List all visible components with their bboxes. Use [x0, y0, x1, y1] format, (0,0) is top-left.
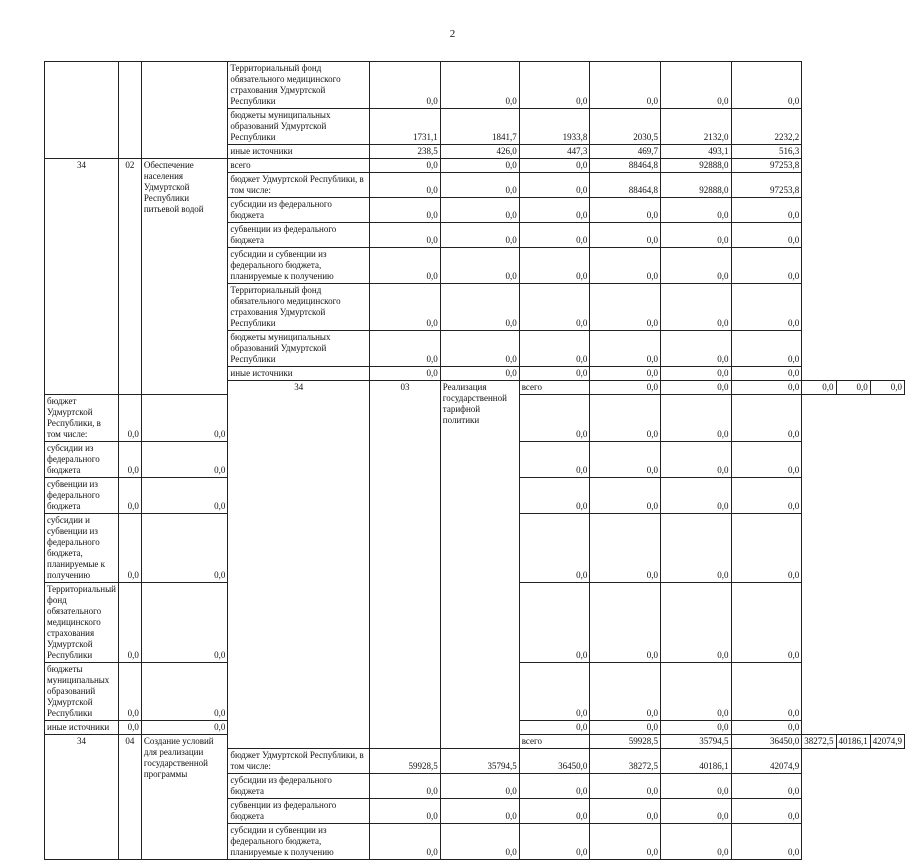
value-cell: 426,0	[440, 145, 519, 159]
value-cell: 0,0	[519, 824, 590, 860]
value-cell: 0,0	[519, 478, 590, 514]
value-cell: 0,0	[118, 442, 141, 478]
value-cell: 97253,8	[731, 173, 802, 198]
funding-source-cell: Территориальный фонд обязательного медицинского страхования Удмуртской Республики	[228, 62, 370, 109]
budget-table-wrapper	[44, 61, 905, 860]
table-row	[45, 62, 905, 109]
col-name-cell	[141, 62, 228, 159]
value-cell: 0,0	[802, 381, 836, 395]
value-cell: 0,0	[440, 248, 519, 284]
value-cell: 0,0	[731, 478, 802, 514]
subprogram-name-cell: Реализация государственной тарифной политики	[440, 381, 519, 749]
value-cell: 0,0	[731, 824, 802, 860]
value-cell: 0,0	[660, 442, 731, 478]
value-cell: 0,0	[660, 478, 731, 514]
value-cell: 0,0	[590, 583, 661, 663]
value-cell: 0,0	[660, 799, 731, 824]
col-b-cell	[118, 62, 141, 159]
value-cell: 0,0	[660, 367, 731, 381]
value-cell: 0,0	[731, 381, 802, 395]
value-cell: 447,3	[519, 145, 590, 159]
value-cell: 0,0	[660, 331, 731, 367]
funding-source-cell: иные источники	[228, 145, 370, 159]
value-cell: 0,0	[519, 331, 590, 367]
value-cell: 36450,0	[731, 735, 802, 749]
value-cell: 0,0	[519, 774, 590, 799]
value-cell: 92888,0	[660, 159, 731, 173]
funding-source-cell: бюджеты муниципальных образований Удмуртской Республики	[228, 331, 370, 367]
value-cell: 36450,0	[519, 749, 590, 774]
value-cell: 59928,5	[590, 735, 661, 749]
value-cell: 0,0	[870, 381, 904, 395]
value-cell: 0,0	[660, 774, 731, 799]
value-cell: 0,0	[660, 381, 731, 395]
value-cell: 0,0	[519, 284, 590, 331]
funding-source-cell: субвенции из федерального бюджета	[45, 478, 119, 514]
value-cell: 0,0	[440, 173, 519, 198]
table-row	[45, 159, 905, 173]
funding-source-cell: субсидии из федерального бюджета	[228, 774, 370, 799]
value-cell: 0,0	[118, 395, 141, 442]
value-cell: 1841,7	[440, 109, 519, 145]
value-cell: 0,0	[118, 478, 141, 514]
value-cell: 0,0	[731, 223, 802, 248]
value-cell: 0,0	[440, 223, 519, 248]
value-cell: 0,0	[519, 663, 590, 721]
funding-source-cell: всего	[519, 735, 590, 749]
value-cell: 0,0	[660, 824, 731, 860]
value-cell: 0,0	[370, 367, 441, 381]
value-cell: 0,0	[370, 159, 441, 173]
funding-source-cell: субвенции из федерального бюджета	[228, 799, 370, 824]
value-cell: 0,0	[590, 248, 661, 284]
value-cell: 2132,0	[660, 109, 731, 145]
funding-source-cell: всего	[228, 159, 370, 173]
program-code-cell: 34	[228, 381, 370, 749]
value-cell: 0,0	[440, 284, 519, 331]
value-cell: 0,0	[731, 395, 802, 442]
value-cell: 0,0	[440, 774, 519, 799]
value-cell: 97253,8	[731, 159, 802, 173]
value-cell: 0,0	[660, 284, 731, 331]
value-cell: 0,0	[731, 331, 802, 367]
funding-source-cell: иные источники	[45, 721, 119, 735]
value-cell: 0,0	[660, 248, 731, 284]
value-cell: 0,0	[731, 442, 802, 478]
value-cell: 0,0	[519, 62, 590, 109]
value-cell: 40186,1	[836, 735, 870, 749]
value-cell: 0,0	[590, 721, 661, 735]
funding-source-cell: субсидии из федерального бюджета	[45, 442, 119, 478]
funding-source-cell: бюджеты муниципальных образований Удмуртской Республики	[228, 109, 370, 145]
subprogram-code-cell: 02	[118, 159, 141, 395]
value-cell: 0,0	[519, 367, 590, 381]
value-cell: 0,0	[519, 248, 590, 284]
col-a-cell	[45, 62, 119, 159]
value-cell: 0,0	[519, 583, 590, 663]
funding-source-cell: иные источники	[228, 367, 370, 381]
value-cell: 92888,0	[660, 173, 731, 198]
value-cell: 2232,2	[731, 109, 802, 145]
value-cell: 0,0	[370, 198, 441, 223]
value-cell: 0,0	[590, 395, 661, 442]
value-cell: 0,0	[590, 514, 661, 583]
value-cell: 0,0	[660, 223, 731, 248]
value-cell: 0,0	[370, 799, 441, 824]
funding-source-cell: бюджеты муниципальных образований Удмуртской Республики	[45, 663, 119, 721]
value-cell: 0,0	[370, 62, 441, 109]
value-cell: 0,0	[370, 331, 441, 367]
value-cell: 35794,5	[660, 735, 731, 749]
value-cell: 59928,5	[370, 749, 441, 774]
value-cell: 0,0	[519, 799, 590, 824]
value-cell: 0,0	[660, 721, 731, 735]
value-cell: 0,0	[590, 284, 661, 331]
value-cell: 0,0	[118, 514, 141, 583]
value-cell: 0,0	[590, 331, 661, 367]
value-cell: 0,0	[141, 721, 228, 735]
value-cell: 0,0	[141, 395, 228, 442]
value-cell: 0,0	[590, 478, 661, 514]
value-cell: 88464,8	[590, 173, 661, 198]
value-cell: 0,0	[590, 774, 661, 799]
value-cell: 0,0	[440, 799, 519, 824]
value-cell: 0,0	[519, 223, 590, 248]
value-cell: 516,3	[731, 145, 802, 159]
value-cell: 0,0	[370, 284, 441, 331]
funding-source-cell: субсидии из федерального бюджета	[228, 198, 370, 223]
program-code-cell: 34	[45, 735, 119, 860]
funding-source-cell: субсидии и субвенции из федерального бюджета, планируемые к получению	[45, 514, 119, 583]
value-cell: 42074,9	[870, 735, 904, 749]
funding-source-cell: бюджет Удмуртской Республики, в том числе:	[228, 173, 370, 198]
value-cell: 0,0	[370, 223, 441, 248]
funding-source-cell: Территориальный фонд обязательного медицинского страхования Удмуртской Республики	[45, 583, 119, 663]
value-cell: 0,0	[590, 198, 661, 223]
value-cell: 0,0	[660, 62, 731, 109]
value-cell: 0,0	[590, 223, 661, 248]
value-cell: 0,0	[141, 514, 228, 583]
value-cell: 0,0	[660, 663, 731, 721]
value-cell: 0,0	[141, 583, 228, 663]
page-number: 2	[449, 28, 456, 40]
value-cell: 0,0	[836, 381, 870, 395]
value-cell: 0,0	[731, 583, 802, 663]
value-cell: 0,0	[118, 721, 141, 735]
value-cell: 0,0	[590, 62, 661, 109]
value-cell: 0,0	[440, 367, 519, 381]
value-cell: 0,0	[731, 663, 802, 721]
value-cell: 0,0	[660, 514, 731, 583]
value-cell: 0,0	[731, 774, 802, 799]
subprogram-name-cell: Обеспечение населения Удмуртской Республики питьевой водой	[141, 159, 228, 395]
value-cell: 0,0	[370, 774, 441, 799]
value-cell: 0,0	[440, 331, 519, 367]
value-cell: 0,0	[590, 663, 661, 721]
value-cell: 0,0	[590, 367, 661, 381]
value-cell: 42074,9	[731, 749, 802, 774]
value-cell: 0,0	[660, 583, 731, 663]
value-cell: 0,0	[519, 173, 590, 198]
value-cell: 2030,5	[590, 109, 661, 145]
value-cell: 238,5	[370, 145, 441, 159]
value-cell: 0,0	[519, 442, 590, 478]
value-cell: 0,0	[118, 663, 141, 721]
funding-source-cell: субсидии и субвенции из федерального бюджета, планируемые к получению	[228, 824, 370, 860]
value-cell: 0,0	[731, 284, 802, 331]
value-cell: 469,7	[590, 145, 661, 159]
value-cell: 0,0	[440, 159, 519, 173]
funding-source-cell: Территориальный фонд обязательного медицинского страхования Удмуртской Республики	[228, 284, 370, 331]
value-cell: 0,0	[440, 62, 519, 109]
value-cell: 1933,8	[519, 109, 590, 145]
value-cell: 0,0	[590, 824, 661, 860]
value-cell: 1731,1	[370, 109, 441, 145]
value-cell: 0,0	[440, 198, 519, 223]
value-cell: 0,0	[590, 442, 661, 478]
value-cell: 0,0	[370, 824, 441, 860]
value-cell: 0,0	[731, 799, 802, 824]
budget-table	[44, 61, 905, 860]
value-cell: 0,0	[519, 198, 590, 223]
value-cell: 0,0	[519, 721, 590, 735]
value-cell: 0,0	[731, 248, 802, 284]
value-cell: 0,0	[731, 514, 802, 583]
value-cell: 0,0	[731, 62, 802, 109]
value-cell: 0,0	[141, 663, 228, 721]
value-cell: 38272,5	[802, 735, 836, 749]
funding-source-cell: субвенции из федерального бюджета	[228, 223, 370, 248]
value-cell: 0,0	[440, 824, 519, 860]
value-cell: 0,0	[590, 381, 661, 395]
value-cell: 493,1	[660, 145, 731, 159]
value-cell: 0,0	[519, 395, 590, 442]
value-cell: 0,0	[370, 248, 441, 284]
value-cell: 0,0	[660, 395, 731, 442]
value-cell: 0,0	[118, 583, 141, 663]
value-cell: 0,0	[731, 367, 802, 381]
value-cell: 0,0	[519, 159, 590, 173]
value-cell: 0,0	[731, 198, 802, 223]
value-cell: 0,0	[660, 198, 731, 223]
funding-source-cell: субсидии и субвенции из федерального бюджета, планируемые к получению	[228, 248, 370, 284]
value-cell: 40186,1	[660, 749, 731, 774]
value-cell: 0,0	[141, 478, 228, 514]
value-cell: 88464,8	[590, 159, 661, 173]
subprogram-code-cell: 04	[118, 735, 141, 860]
program-code-cell: 34	[45, 159, 119, 395]
funding-source-cell: всего	[519, 381, 590, 395]
value-cell: 35794,5	[440, 749, 519, 774]
funding-source-cell: бюджет Удмуртской Республики, в том числе:	[228, 749, 370, 774]
funding-source-cell: бюджет Удмуртской Республики, в том числе:	[45, 395, 119, 442]
value-cell: 0,0	[370, 173, 441, 198]
subprogram-name-cell: Создание условий для реализации государственной программы	[141, 735, 228, 860]
value-cell: 0,0	[731, 721, 802, 735]
value-cell: 0,0	[141, 442, 228, 478]
subprogram-code-cell: 03	[370, 381, 441, 749]
value-cell: 0,0	[519, 514, 590, 583]
value-cell: 38272,5	[590, 749, 661, 774]
value-cell: 0,0	[590, 799, 661, 824]
